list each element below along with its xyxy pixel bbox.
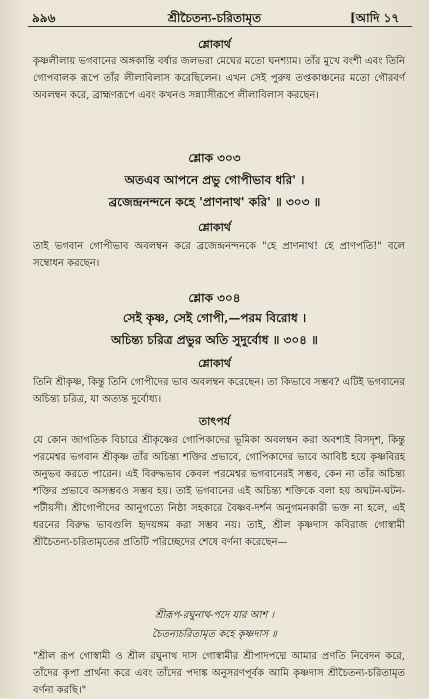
header-rule <box>28 26 412 27</box>
chapter-ref: [আদি ১৭ <box>350 11 400 25</box>
purport-paragraph: যে কোন জাগতিক বিচারে শ্রীকৃষ্ণের গোপিকাদের ভূমিকা অবলম্বন করা অবশ্যই বিসদৃশ, কিন্তু পরমেশ্বর ভগবান শ্রীকৃষ্ণ তাঁর অচিন্ত্য শক্তির প্রভাবে, গোপিকাদের ভাবে আবিষ্ট হয়ে কৃষ্ণবিরহ অনুভব করতে পারেন। এই বিরুদ্ধভাব কেবল পরমেশ্বর ভগবানেরই সম্ভব, কেন না তাঁর অচিন্ত্য শক্তির প্রভাবে অসম্ভবও সম্ভব হয়। তাই ভগবানের এই অচিন্ত্য শক্তিকে বলা হয় অঘটন-ঘটন-পটীয়সী। শ্রীগোপীদের আনুগত্যে নিষ্ঠা সহকারে বৈষ্ণব-দর্শন অনুগমনকারী ভক্ত না হলে, এই ধরনের বিরুদ্ধ ভাবগুলি হৃদয়ঙ্গম করা সম্ভব নয়। তাই, শ্রীল কৃষ্ণদাস কবিরাজ গোস্বামী শ্রীচৈতন্য-চরিতামৃতের প্রতিটি পরিচ্ছেদের শেষে বর্ণনা করেছেন— <box>33 435 405 548</box>
translation-caption-304: শ্লোকার্থ <box>198 357 231 370</box>
verse-304-line-2: অচিন্ত্য চরিত্র প্রভুর অতি সুদুর্বোধ ॥ ৩০৪ ॥ <box>111 333 318 347</box>
verse-303-heading: শ্লোক ৩০৩ <box>188 151 241 165</box>
closing-paragraph: "শ্রীল রূপ গোস্বামী ও শ্রীল রঘুনাথ দাস গোস্বামীর শ্রীপাদপদ্মে আমার প্রণতি নিবেদন করে, তাঁদের কৃপা প্রার্থনা করে এবং তাঁদের পদাঙ্ক অনুসরণপূর্বক আমি কৃষ্ণদাস শ্রীচৈতন্য-চরিতামৃত বর্ণনা করছি।" <box>33 651 405 696</box>
translation-304: তিনি শ্রীকৃষ্ণ, কিন্তু তিনি গোপীদের ভাব অবলম্বন করেছেন। তা কিভাবে সম্ভব? এটিই ভগবানের অচিন্ত্য চরিত্র, যা অত্যন্ত দুর্বোধ্য। <box>33 377 405 405</box>
verse-304-heading: শ্লোক ৩০৪ <box>188 291 241 305</box>
page-number: ৯৯৬ <box>32 11 56 25</box>
verse-303-line-2: ব্রজেন্দ্রনন্দনে কহে 'প্রাণনাথ' করি' ॥ ৩০৩ ॥ <box>108 195 321 209</box>
purport-caption: তাৎপর্য <box>198 415 231 428</box>
verse-303-line-1: অতএব আপনে প্রভু গোপীভাব ধরি' । <box>124 173 305 187</box>
translation-caption-1: শ্লোকার্থ <box>198 38 231 51</box>
closing-verse-line-1: শ্রীরূপ-রঘুনাথ-পদে যার আশ । <box>154 610 275 621</box>
translation-303: তাই ভগবান গোপীভাব অবলম্বন করে ব্রজেন্দ্রনন্দনকে "হে প্রাণনাথ! হে প্রাণপতি!" বলে সম্বোধন করছেন। <box>33 241 405 269</box>
closing-verse-line-2: চৈতন্যচরিতামৃত কহে কৃষ্ণদাস ॥ <box>152 629 277 640</box>
running-title: শ্রীচৈতন্য-চরিতামৃত <box>167 11 262 25</box>
translation-caption-303: শ্লোকার্থ <box>198 221 231 234</box>
translation-paragraph-1: কৃষ্ণলীলায় ভগবানের অঙ্গকান্তি বর্ষার জলভরা মেঘের মতো ঘনশ্যাম। তাঁর মুখে বংশী এবং তিনি গোপবালক রূপে তাঁর লীলাবিলাস করেছিলেন। এখন সেই পুরুষ তপ্তকাঞ্চনের মতো গৌরবর্ণ অবলম্বন করে, ব্রাহ্মণরূপে এবং কখনও সন্ন্যাসীরূপে লীলাবিলাস করছেন। <box>33 56 405 101</box>
verse-304-line-1: সেই কৃষ্ণ, সেই গোপী,—পরম বিরোধ । <box>122 311 307 325</box>
